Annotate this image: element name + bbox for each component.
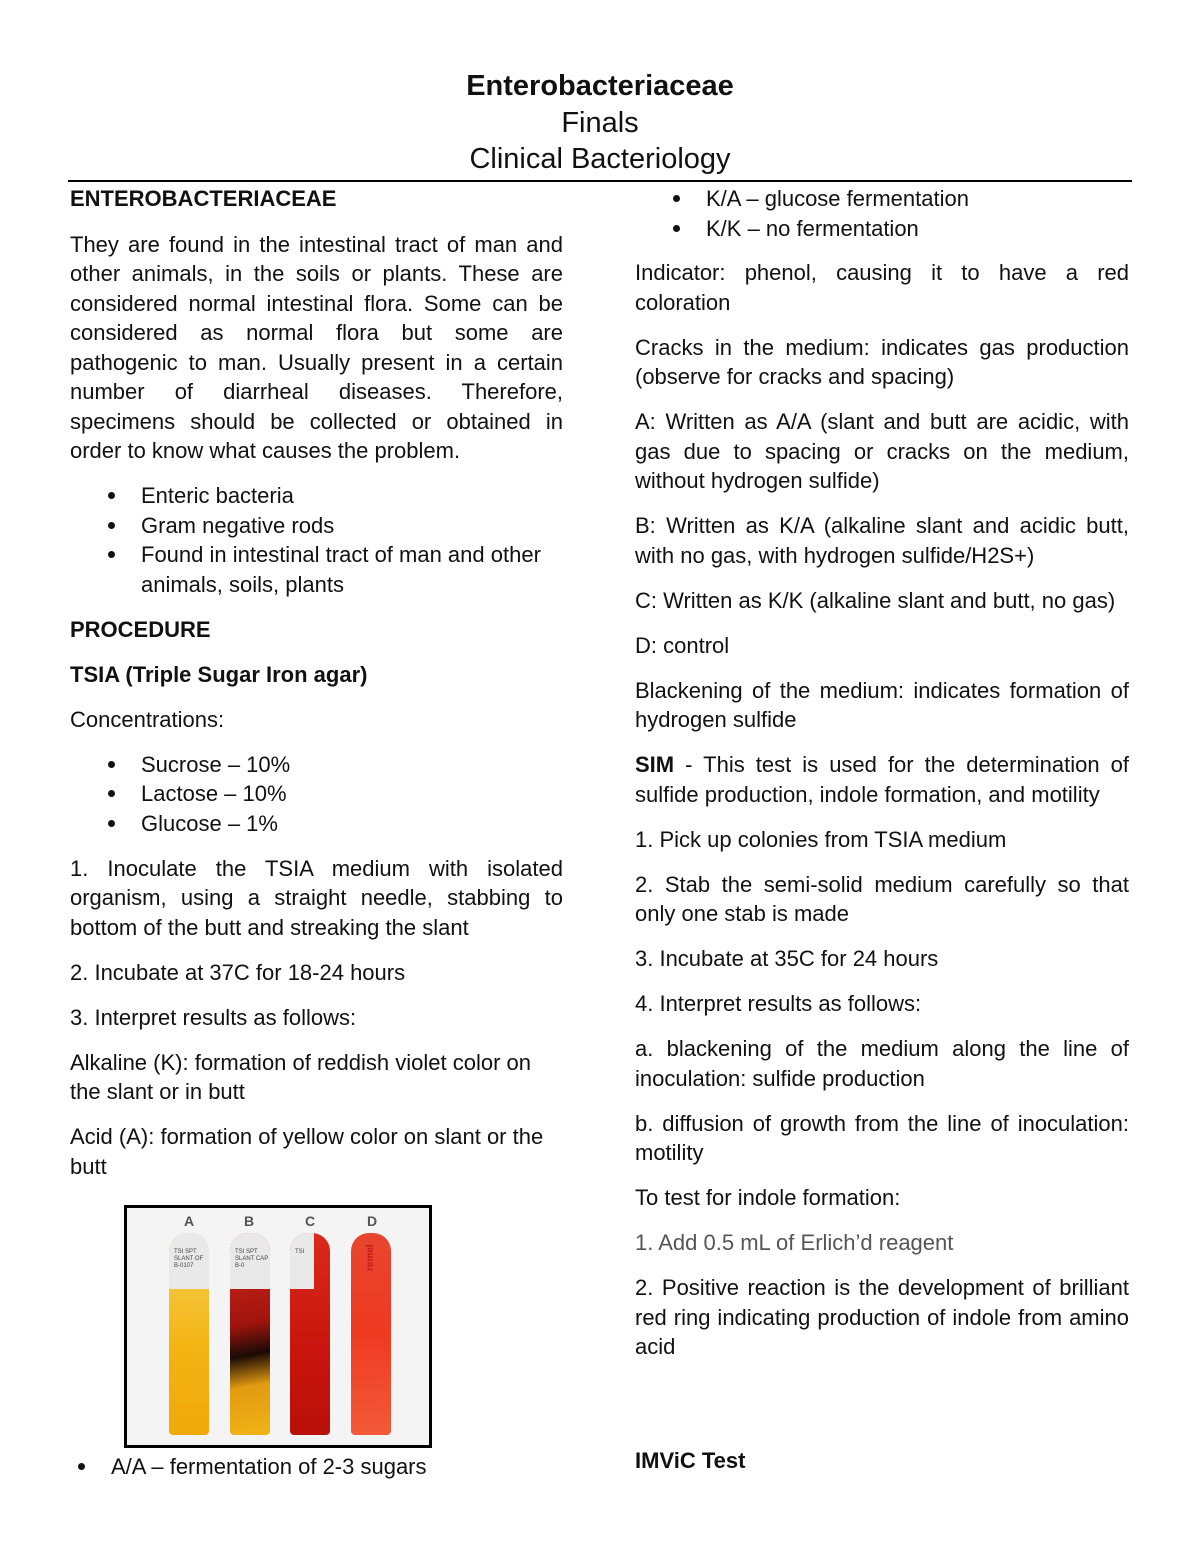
list-item: Enteric bacteria bbox=[141, 481, 563, 511]
features-list bbox=[70, 481, 563, 599]
result-b-text: B: Written as K/A (alkaline slant and acidic butt, with no gas, with hydrogen sulfide/H2S+) bbox=[635, 513, 1129, 568]
blackening-text: Blackening of the medium: indicates formation of hydrogen sulfide bbox=[635, 677, 1129, 732]
cracks-text: Cracks in the medium: indicates gas production (observe for cracks and spacing) bbox=[635, 334, 1129, 389]
concentrations-label: Concentrations: bbox=[70, 706, 225, 732]
document-title: Enterobacteriaceae bbox=[466, 70, 734, 102]
sim-result-b: b. diffusion of growth from the line of inoculation: motility bbox=[635, 1110, 1129, 1165]
procedure-heading: PROCEDURE bbox=[70, 616, 211, 642]
imvic-heading: IMViC Test bbox=[635, 1448, 746, 1473]
alkaline-definition: Alkaline (K): formation of reddish violet color on the slant or in butt bbox=[70, 1049, 531, 1104]
concentrations-list bbox=[70, 750, 563, 839]
list-item: Found in intestinal tract of man and other animals, soils, plants bbox=[141, 540, 563, 599]
sim-label: SIM bbox=[635, 752, 675, 777]
list-item: Sucrose – 10% bbox=[141, 750, 563, 780]
sim-step-4: 4. Interpret results as follows: bbox=[635, 991, 922, 1016]
list-item: K/A – glucose fermentation bbox=[706, 184, 1129, 214]
document-subtitle-course: Clinical Bacteriology bbox=[469, 143, 731, 175]
left-column bbox=[70, 184, 563, 1197]
tsia-step-2: 2. Incubate at 37C for 18-24 hours bbox=[70, 959, 406, 985]
tube-text-b: TSI SPT SLANT CAP B-0 bbox=[235, 1249, 269, 1269]
sim-description: - This test is used for the determination of sulfide production, indole formation, and motility bbox=[635, 752, 1129, 807]
sim-step-1: 1. Pick up colonies from TSIA medium bbox=[635, 826, 1007, 852]
results-list bbox=[635, 184, 1129, 243]
tube-label-a: A bbox=[184, 1213, 195, 1229]
tsia-step-3: 3. Interpret results as follows: bbox=[70, 1004, 357, 1030]
tube-label-d: D bbox=[367, 1213, 378, 1229]
result-d-text: D: control bbox=[635, 632, 730, 658]
header-divider bbox=[68, 180, 1132, 182]
indole-step-2: 2. Positive reaction is the development of brilliant red ring indicating production of indole from amino acid bbox=[635, 1275, 1129, 1359]
tsia-tubes-photo bbox=[124, 1205, 432, 1448]
acid-definition: Acid (A): formation of yellow color on slant or the butt bbox=[70, 1124, 544, 1179]
list-item: Glucose – 1% bbox=[141, 809, 563, 839]
bottom-bullet: A/A – fermentation of 2-3 sugars bbox=[111, 1452, 591, 1482]
list-item: Gram negative rods bbox=[141, 511, 563, 541]
sim-step-2: 2. Stab the semi-solid medium carefully so that only one stab is made bbox=[635, 871, 1129, 926]
tube-text-a: TSI SPT SLANT OF B-0107 bbox=[174, 1249, 204, 1269]
remel-logo: remel bbox=[365, 1244, 376, 1271]
result-a-text: A: Written as A/A (slant and butt are acidic, with gas due to spacing or cracks on the medium, without hydrogen sulfide) bbox=[635, 409, 1129, 493]
sim-paragraph bbox=[635, 750, 1129, 809]
tube-text-c: TSI bbox=[295, 1249, 305, 1255]
document-subtitle-finals: Finals bbox=[561, 107, 639, 139]
document-header bbox=[68, 68, 1132, 177]
tube-cap bbox=[169, 1233, 209, 1289]
indole-step-1: 1. Add 0.5 mL of Erlich’d reagent bbox=[635, 1230, 954, 1255]
sim-step-3: 3. Incubate at 35C for 24 hours bbox=[635, 946, 939, 971]
sim-result-a: a. blackening of the medium along the line of inoculation: sulfide production bbox=[635, 1036, 1129, 1091]
right-column bbox=[635, 184, 1129, 1377]
list-item: Lactose – 10% bbox=[141, 779, 563, 809]
tube-label-b: B bbox=[244, 1213, 255, 1229]
tube-d bbox=[351, 1233, 391, 1435]
tube-cap bbox=[290, 1233, 314, 1289]
section-heading: ENTEROBACTERIACEAE bbox=[70, 186, 337, 211]
tsia-heading: TSIA (Triple Sugar Iron agar) bbox=[70, 661, 368, 687]
intro-paragraph: They are found in the intestinal tract of man and other animals, in the soils or plants. These are considered normal intestinal flora. Some can be considered as normal flora but some are pathogenic to man. Usually present in a certain number of diarrheal diseases. Therefore, specimens should be collected or obtained in order to know what causes the problem. bbox=[70, 231, 563, 463]
tsia-step-1: 1. Inoculate the TSIA medium with isolated organism, using a straight needle, stabbing to bottom of the butt and streaking the slant bbox=[70, 855, 563, 940]
tube-c bbox=[290, 1233, 330, 1435]
tube-a bbox=[169, 1233, 209, 1435]
indole-label: To test for indole formation: bbox=[635, 1185, 901, 1210]
list-item: K/K – no fermentation bbox=[706, 214, 1129, 244]
tube-cap bbox=[230, 1233, 270, 1289]
result-c-text: C: Written as K/K (alkaline slant and butt, no gas) bbox=[635, 587, 1116, 613]
indicator-text: Indicator: phenol, causing it to have a red coloration bbox=[635, 260, 1129, 315]
tube-label-c: C bbox=[305, 1213, 316, 1229]
tube-b bbox=[230, 1233, 270, 1435]
